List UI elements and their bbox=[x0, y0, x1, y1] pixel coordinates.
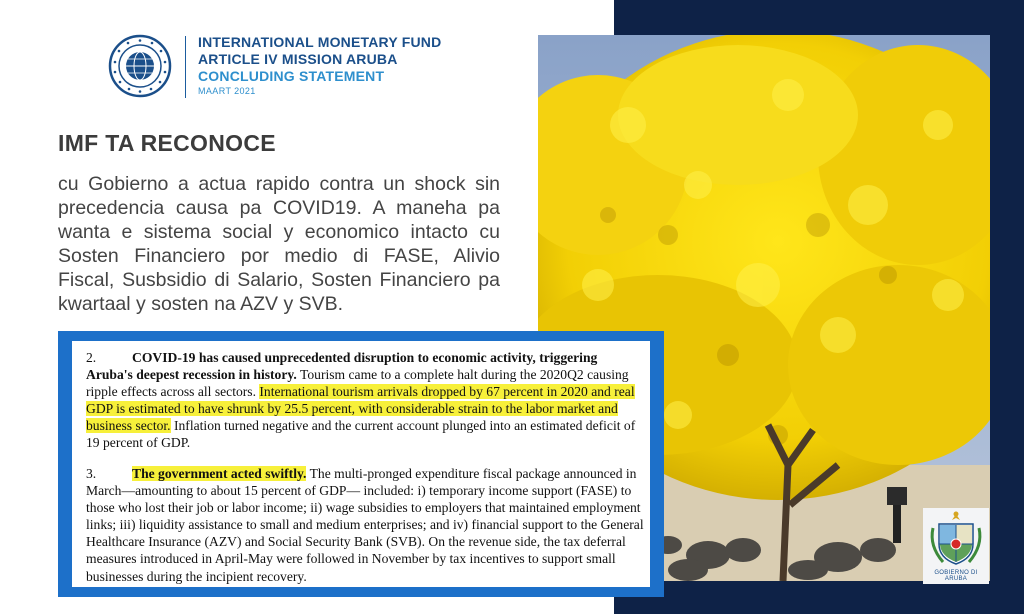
document-date: MAART 2021 bbox=[198, 86, 256, 96]
paragraph-bold-lead: COVID-19 has caused unprecedented disruption to economic activity, triggering Aruba's deepest recession in history. bbox=[86, 350, 598, 383]
mission-header bbox=[108, 34, 528, 104]
document-type: CONCLUDING STATEMENT bbox=[198, 68, 385, 84]
crest-label: GOBIERNO DI ARUBA bbox=[934, 570, 978, 582]
excerpt-paragraph-2 bbox=[86, 349, 646, 452]
mission-title: ARTICLE IV MISSION ARUBA bbox=[198, 51, 398, 67]
paragraph-text: Inflation turned negative and the current account plunged into an estimated deficit of 19 percent of GDP. bbox=[86, 418, 636, 451]
header-divider bbox=[185, 36, 186, 98]
aruba-coat-of-arms-icon bbox=[923, 508, 989, 584]
header-text-block bbox=[198, 34, 441, 97]
paragraph-number: 2. bbox=[86, 350, 97, 365]
excerpt-paragraph-3 bbox=[86, 465, 646, 585]
lede-paragraph: cu Gobierno a actua rapido contra un shock sin precedencia causa pa COVID19. A maneha pa wanta e sistema social y economico intacto cu Sosten Financiero por medio di FASE, Alivio Fiscal, Susbsidio di Salario, Sosten Financiero pa kwartaal y sosten na AZV y SVB. bbox=[58, 173, 500, 315]
headline: IMF TA RECONOCE bbox=[58, 130, 276, 156]
paragraph-text: The multi-pronged expenditure fiscal package announced in March—amounting to about 15 percent of GDP— included: i) temporary income support (FASE) to those who lost their job or labor income; ii) wage subsidies to employers that maintained employment links; iii) liquidity assistance to small and medium enterprises; and iv) financial support to the General Healthcare Insurance (AZV) and Social Security Bank (SVB). On the revenue side, the tax deferral measures introduced in April-May were followed in November by tax incentives to support small businesses during the incipient recovery. bbox=[86, 466, 644, 584]
highlighted-bold-lead: The government acted swiftly. bbox=[132, 466, 307, 481]
paragraph-number: 3. bbox=[86, 466, 97, 481]
organization-name: INTERNATIONAL MONETARY FUND bbox=[198, 34, 442, 50]
imf-seal-icon bbox=[108, 34, 172, 98]
paragraph-text: Tourism came to a complete halt during the 2020Q2 causing ripple effects across all sectors. bbox=[86, 367, 629, 400]
highlighted-text: International tourism arrivals dropped by 67 percent in 2020 and real GDP is estimated to have shrunk by 25.5 percent, with considerable strain to the labor market and business sector. bbox=[86, 384, 635, 434]
